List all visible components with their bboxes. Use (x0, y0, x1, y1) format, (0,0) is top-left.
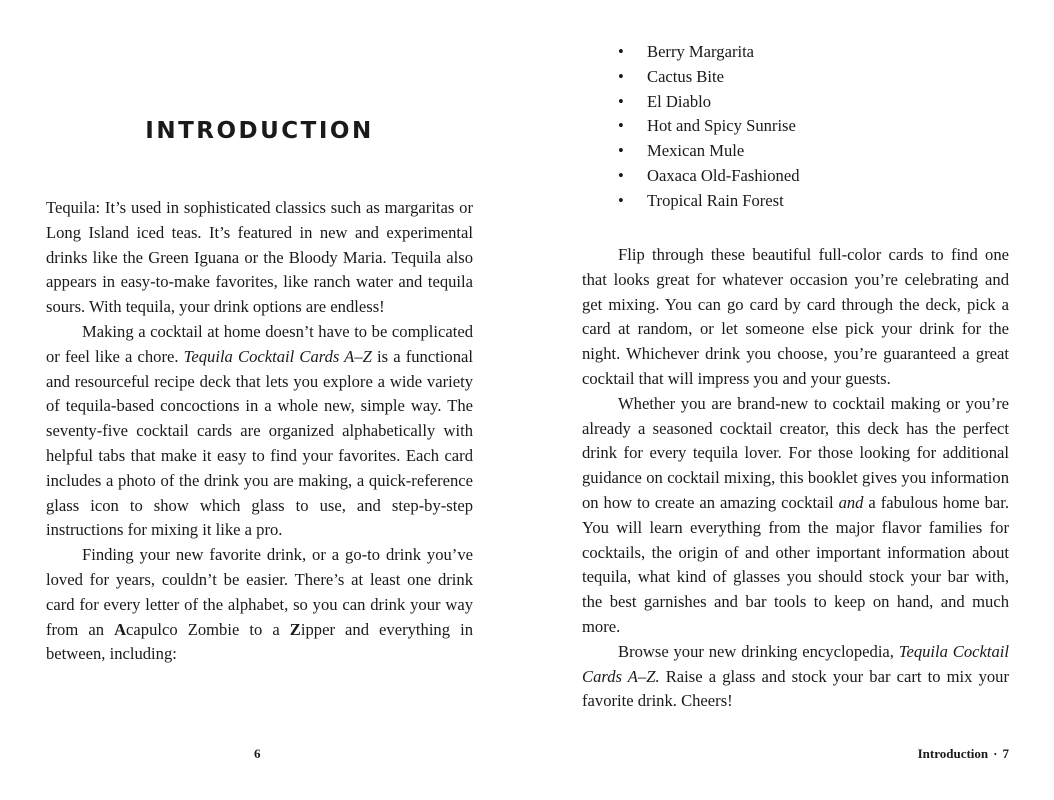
intro-paragraph-6 (582, 640, 1009, 714)
paragraph-text: Raise a glass and stock your bar cart to mix your favorite drink. Cheers! (582, 666, 1009, 711)
paragraph-text: Whether you are brand-new to cocktail making or you’re already a seasoned cocktail creator, this deck has the perfect drink for every tequila lover. For those looking for additional guidance on cocktail mixing, this booklet gives you information on how to create an amazing cocktail (582, 393, 1009, 512)
bold-letter-z: Z (289, 619, 301, 639)
running-head: Introduction (917, 746, 989, 761)
list-item (618, 189, 800, 214)
drink-list (618, 40, 800, 214)
left-body-text (46, 196, 473, 667)
bullet-icon: • (618, 91, 624, 111)
drink-name: Mexican Mule (647, 141, 745, 161)
right-page (527, 0, 1054, 800)
bullet-icon: • (618, 66, 624, 86)
bullet-icon: • (618, 116, 624, 136)
paragraph-text: capulco Zombie to a (126, 619, 290, 639)
paragraph-text: is a functional and resourceful recipe deck that lets you explore a wide variety of tequila-based concoctions in a whole new, simple way. The seventy-five cocktail cards are organized alphabetically with helpful tabs that make it easy to find your favorites. Each card includes a photo of the drink you are making, a quick-reference glass icon to show which glass to use, and step-by-step instructions for mixing it like a pro. (46, 346, 473, 540)
paragraph-text: a fabulous home bar. You will learn everything from the major flavor families for cocktails, the origin of and other important information about tequila, what kind of glasses you should stock your bar with, the best garnishes and bar tools to keep on hand, and much more. (582, 492, 1009, 636)
paragraph-text: Finding your new favorite drink, or a go-to drink you’ve loved for years, couldn’t be easier. There’s at least one drink card for every letter of the alphabet, so you can drink your way from an (46, 545, 473, 639)
drink-name: Hot and Spicy Sunrise (647, 116, 796, 136)
bullet-icon: • (618, 190, 624, 210)
intro-paragraph-2 (46, 320, 473, 543)
book-title: Tequila Cocktail Cards A–Z. (582, 641, 1009, 686)
intro-paragraph-3 (46, 543, 473, 667)
intro-paragraph-4: Flip through these beautiful full-color cards to find one that looks great for whatever occasion you’re celebrating and get mixing. You can go card by card through the deck, pick a card at random, or let someone else pick your drink for the night. Whichever drink you choose, you’re guaranteed a great cocktail that will impress you and your guests. (582, 245, 1009, 388)
intro-paragraph-1: Tequila: It’s used in sophisticated classics such as margaritas or Long Island iced teas. It’s featured in new and experimental drinks like the Green Iguana or the Bloody Maria. Tequila also appears in easy-to-make favorites, like ranch water and tequila sours. With tequila, your drink options are endless! (46, 198, 473, 317)
paragraph-text: ipper and everything in between, including: (46, 619, 473, 664)
paragraph-text: Making a cocktail at home doesn’t have to be complicated or feel like a chore. (46, 321, 473, 366)
page-number-left: 6 (254, 746, 261, 761)
running-footer-right (918, 746, 1009, 762)
drink-name: El Diablo (647, 91, 712, 111)
list-item (618, 40, 800, 65)
bullet-icon: • (618, 42, 624, 61)
drink-name: Oaxaca Old-Fashioned (647, 165, 800, 185)
bullet-icon: • (618, 165, 624, 185)
drink-name: Cactus Bite (647, 66, 724, 86)
chapter-title: INTRODUCTION (145, 118, 374, 144)
book-title: Tequila Cocktail Cards A–Z (183, 346, 372, 366)
emphasis-and: and (838, 492, 864, 512)
list-item (618, 164, 800, 189)
bullet-icon: • (618, 141, 624, 161)
paragraph-text: Browse your new drinking encyclopedia, (618, 641, 899, 661)
list-item (618, 65, 800, 90)
drink-name: Tropical Rain Forest (647, 190, 784, 210)
list-item (618, 139, 800, 164)
list-item (618, 90, 800, 115)
intro-paragraph-5 (582, 392, 1009, 640)
right-body-text (582, 243, 1009, 714)
page-number-right: 7 (1002, 746, 1009, 761)
bold-letter-a: A (114, 619, 127, 639)
separator-dot: · (993, 746, 998, 761)
list-item (618, 114, 800, 139)
drink-name: Berry Margarita (647, 42, 755, 61)
